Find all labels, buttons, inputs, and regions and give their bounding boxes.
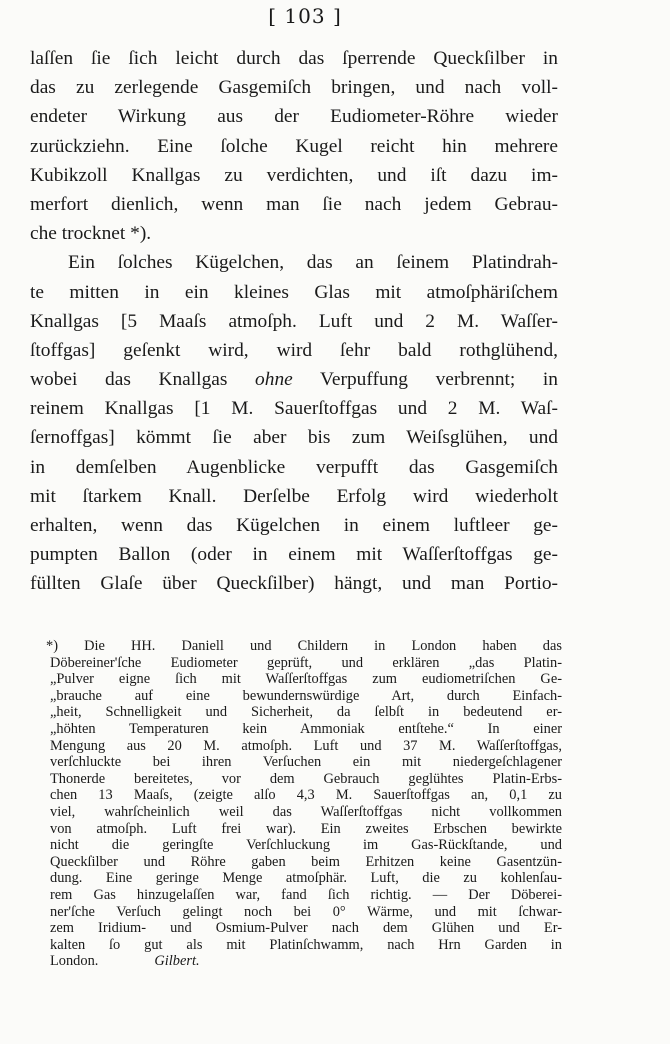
text-line: pumpten Ballon (oder in einem mit Waſſerſtoffgas ge- [30, 544, 558, 566]
body-text [30, 44, 558, 599]
text-line [30, 365, 558, 394]
text-line: Ein ſolches Kügelchen, das an ſeinem Platindrah- [68, 252, 558, 274]
footnote-line: verſchluckte bei ihren Verſuchen ein mit niedergeſchlagener [50, 754, 562, 771]
text-line: laſſen ſie ſich leicht durch das ſperrende Queckſilber in [30, 48, 558, 69]
text-line: erhalten, wenn das Kügelchen in einem luftleer ge- [30, 515, 558, 536]
text-line: te mitten in ein kleines Glas mit atmoſphäriſchem [30, 281, 558, 303]
footnote-line: nicht die geringſte Verſchluckung im Gas-Rückſtande, und [50, 837, 562, 854]
footnote-line: chen 13 Maaſs, (zeigte alſo 4,3 M. Sauerſtoffgas an, 0,1 zu [50, 787, 562, 804]
text-line: mit ſtarkem Knall. Derſelbe Erfolg wird wiederholt [30, 485, 558, 507]
footnote-line: viel, wahrſcheinlich weil das Waſſerſtoffgas nicht vollkommen [50, 803, 562, 820]
text-line: das zu zerlegende Gasgemiſch bringen, und nach voll- [30, 77, 558, 99]
footnote-line: Mengung aus 20 M. atmoſph. Luft und 37 M. Waſſerſtoffgas, [50, 737, 562, 754]
text-segment: wobei das Knallgas [30, 369, 228, 391]
footnote-line: von atmoſph. Luft frei war). Ein zweites Erbschen bewirkte [50, 820, 562, 837]
footnote-line: Queckſilber und Röhre gaben beim Erhitzen keine Gasentzün- [50, 853, 562, 870]
emphasis-word: ohne [255, 369, 293, 391]
footnote-line: kalten ſo gut als mit Platinſchwamm, nach Hrn Garden in [50, 936, 562, 953]
footnote-line: ner'ſche Verſuch gelingt noch bei 0° Wärme, und mit ſchwar- [50, 903, 562, 920]
text-line: in demſelben Augenblicke verpufft das Gasgemiſch [30, 456, 558, 478]
text-line: zurückziehn. Eine ſolche Kugel reicht hin mehrere [30, 135, 558, 157]
footnote-line: Thonerde bereitetes, vor dem Gebrauch geglühtes Platin-Erbs- [50, 770, 562, 787]
text-line: ſernoffgas] kömmt ſie aber bis zum Weiſsglühen, und [30, 427, 558, 449]
footnote-line: rem Gas hinzugelaſſen war, fand ſich richtig. — Der Döberei- [50, 886, 562, 903]
footnote-last-text: London. [50, 953, 99, 970]
text-line: Knallgas [5 Maaſs atmoſph. Luft und 2 M. Waſſer- [30, 310, 558, 332]
footnote-divider [30, 620, 558, 621]
footnote-line: „höhten Temperaturen kein Ammoniak entſtehe.“ In einer [50, 720, 562, 737]
text-line: che trocknet *). [30, 223, 152, 245]
footnote-line: zem Iridium- und Osmium-Pulver nach dem Glühen und Er- [50, 920, 562, 937]
footnote-line: „brauche auf eine bewundernswürdige Art, durch Einfach- [50, 687, 562, 704]
page-number: [ 103 ] [268, 4, 342, 28]
text-line: ſtoffgas] geſenkt wird, wird ſehr bald rothglühend, [30, 339, 558, 361]
text-line: endeter Wirkung aus der Eudiometer-Röhre wieder [30, 106, 558, 128]
footnote-line: dung. Eine geringe Menge atmoſphär. Luft, die zu kohlenſau- [50, 870, 562, 887]
footnote-line: *) Die HH. Daniell und Childern in London haben das [46, 638, 562, 654]
footnote-line: „heit, Schnelligkeit und Sicherheit, da ſelbſt in bedeutend er- [50, 704, 562, 721]
text-segment: Verpuffung verbrennt; in [320, 369, 559, 391]
text-line: Kubikzoll Knallgas zu verdichten, und iſt dazu im- [30, 164, 558, 186]
text-line: füllten Glaſe über Queckſilber) hängt, und man Portio- [30, 573, 558, 595]
text-line: merfort dienlich, wenn man ſie nach jedem Gebrau- [30, 193, 558, 215]
footnote [46, 638, 562, 970]
footnote-line [50, 953, 562, 970]
footnote-line: „Pulver eigne ſich mit Waſſerſtoffgas zum eudiometriſchen Ge- [50, 671, 562, 688]
footnote-line: Döbereiner'ſche Eudiometer geprüft, und erklären „das Platin- [50, 654, 562, 671]
text-line: reinem Knallgas [1 M. Sauerſtoffgas und 2 M. Waſ- [30, 398, 558, 420]
footnote-signature: Gilbert. [154, 953, 200, 970]
